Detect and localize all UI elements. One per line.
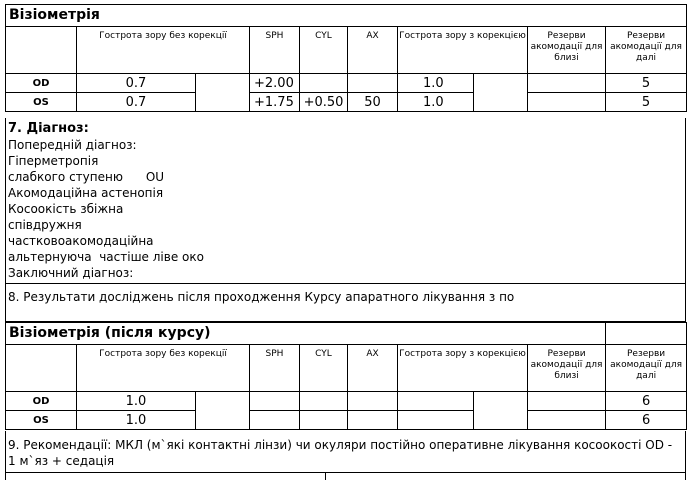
cell-reserve-far: 6	[606, 392, 687, 411]
results-section: 8. Результати досліджень після проходження Курсу апаратного лікування з по	[5, 284, 686, 322]
header-cyl: CYL	[300, 27, 348, 74]
recommendations-section: 9. Рекомендації: МКЛ (м`які контактні лінзи) чи окуляри постійно оперативне лікування косоокості OD - 1 м`яз + седація	[5, 431, 686, 480]
cell-sph: +1.75	[250, 93, 300, 112]
title-side-cell	[606, 323, 687, 345]
cell-reserve-near	[528, 411, 606, 430]
header-reserve-near: Резерви акомодації для близі	[528, 27, 606, 74]
header-reserve-far: Резерви акомодації для далі	[606, 345, 687, 392]
header-cyl: CYL	[300, 345, 348, 392]
cell-blank	[474, 392, 528, 430]
cell-cyl	[300, 392, 348, 411]
cell-reserve-far: 6	[606, 411, 687, 430]
cell-acuity-correction: 1.0	[398, 93, 474, 112]
cell-acuity-correction	[398, 392, 474, 411]
diagnosis-line: альтернуюча частіше ліве око	[8, 250, 204, 264]
cell-acuity-no-correction: 0.7	[77, 93, 196, 112]
row-eye-os: OS	[6, 411, 77, 430]
header-acuity-no-correction: Гострота зору без корекції	[77, 345, 250, 392]
diagnosis-line: Попередній діагноз:	[8, 138, 137, 152]
diagnosis-line: співдружня	[8, 218, 82, 232]
cell-blank	[196, 74, 250, 112]
diagnosis-line: Косоокість збіжна	[8, 202, 124, 216]
cell-sph	[250, 411, 300, 430]
row-eye-od: OD	[6, 392, 77, 411]
diagnosis-line: Заключний діагноз:	[8, 266, 134, 280]
diagnosis-line: слабкого ступеню OU	[8, 170, 165, 184]
row-eye-os: OS	[6, 93, 77, 112]
cell-cyl	[300, 74, 348, 93]
header-ax: AX	[348, 345, 398, 392]
visiometry-table	[5, 4, 687, 112]
visiometry-title: Візіометрія	[6, 5, 687, 27]
header-acuity-no-correction: Гострота зору без корекції	[77, 27, 250, 74]
cell-sph	[250, 392, 300, 411]
cell-reserve-near	[528, 392, 606, 411]
cell-cyl: +0.50	[300, 93, 348, 112]
recommendations-divider	[5, 472, 686, 474]
diagnosis-line: Акомодаційна астенопія	[8, 186, 164, 200]
cell-ax: 50	[348, 93, 398, 112]
cell-cyl	[300, 411, 348, 430]
diagnosis-line: частковоакомодаційна	[8, 234, 154, 248]
cell-ax	[348, 392, 398, 411]
diagnosis-heading: 7. Діагноз:	[8, 121, 89, 136]
cell-acuity-correction	[398, 411, 474, 430]
cell-blank	[196, 392, 250, 430]
header-acuity-correction: Гострота зору з корекцією	[398, 27, 528, 74]
header-empty	[6, 345, 77, 392]
header-ax: AX	[348, 27, 398, 74]
cell-acuity-no-correction: 1.0	[77, 392, 196, 411]
cell-acuity-no-correction: 1.0	[77, 411, 196, 430]
visiometry-after-course-title: Візіометрія (після курсу)	[6, 323, 606, 345]
header-reserve-far: Резерви акомодації для далі	[606, 27, 687, 74]
visiometry-after-course-table	[5, 322, 687, 430]
header-acuity-correction: Гострота зору з корекцією	[398, 345, 528, 392]
cell-reserve-far: 5	[606, 74, 687, 93]
diagnosis-line: Гіперметропія	[8, 154, 99, 168]
cell-sph: +2.00	[250, 74, 300, 93]
column-divider	[325, 472, 326, 480]
cell-ax	[348, 74, 398, 93]
header-sph: SPH	[250, 345, 300, 392]
header-reserve-near: Резерви акомодації для близі	[528, 345, 606, 392]
cell-reserve-far: 5	[606, 93, 687, 112]
cell-acuity-no-correction: 0.7	[77, 74, 196, 93]
cell-reserve-near	[528, 74, 606, 93]
cell-acuity-correction: 1.0	[398, 74, 474, 93]
header-sph: SPH	[250, 27, 300, 74]
cell-ax	[348, 411, 398, 430]
cell-blank	[474, 74, 528, 112]
header-empty	[6, 27, 77, 74]
row-eye-od: OD	[6, 74, 77, 93]
diagnosis-section	[5, 118, 686, 284]
cell-reserve-near	[528, 93, 606, 112]
